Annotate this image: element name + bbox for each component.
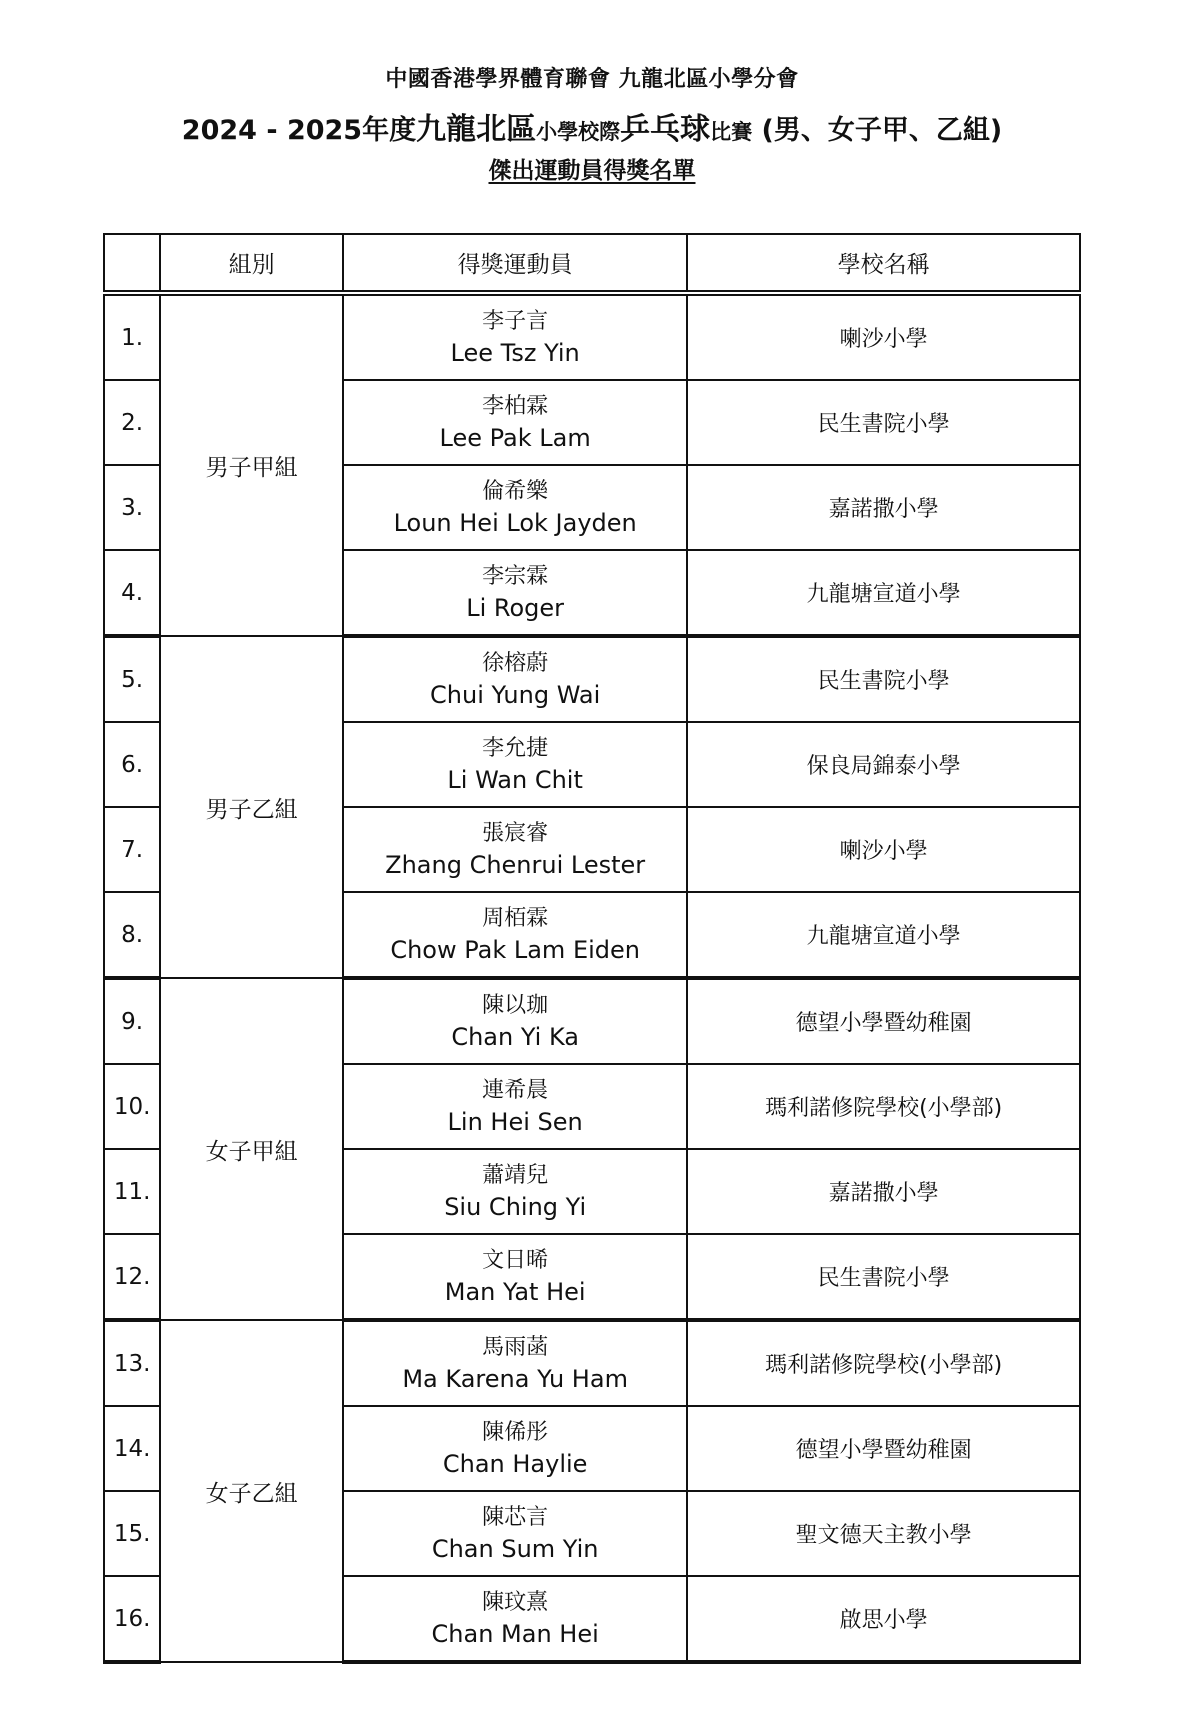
athlete-cell	[343, 892, 687, 978]
athlete-chinese-name: 徐榕蔚	[482, 650, 549, 676]
row-number: 13.	[104, 1320, 160, 1406]
athlete-cell	[343, 636, 687, 722]
school-name: 保良局錦泰小學	[687, 722, 1080, 807]
row-number: 1.	[104, 293, 160, 380]
athlete-english-name: Chan Sum Yin	[431, 1534, 599, 1563]
athlete-english-name: Lin Hei Sen	[447, 1107, 583, 1136]
athlete-cell	[343, 807, 687, 892]
athlete-chinese-name: 馬雨菡	[482, 1334, 549, 1360]
athlete-chinese-name: 李柏霖	[482, 393, 549, 419]
column-header-school: 學校名稱	[687, 234, 1080, 293]
athlete-english-name: Man Yat Hei	[444, 1277, 586, 1306]
athlete-cell	[343, 293, 687, 380]
row-number: 6.	[104, 722, 160, 807]
school-name: 民生書院小學	[687, 380, 1080, 465]
organizer-title: 中國香港學界體育聯會 九龍北區小學分會	[385, 67, 799, 92]
school-name: 瑪利諾修院學校(小學部)	[687, 1320, 1080, 1406]
athlete-cell	[343, 1149, 687, 1234]
column-header-group: 組別	[160, 234, 343, 293]
athlete-english-name: Lee Pak Lam	[439, 423, 591, 452]
athlete-cell	[343, 550, 687, 636]
divisions-text: (男、女子甲、乙組)	[752, 115, 1003, 146]
table-body	[104, 293, 1080, 1662]
athlete-chinese-name: 文日晞	[482, 1247, 549, 1273]
athlete-english-name: Chan Haylie	[442, 1449, 588, 1478]
athlete-chinese-name: 李宗霖	[482, 563, 549, 589]
athlete-chinese-name: 連希晨	[482, 1077, 549, 1103]
table-row	[104, 636, 1080, 722]
athlete-chinese-name: 周栢霖	[482, 905, 549, 931]
column-header-athlete: 得獎運動員	[343, 234, 687, 293]
row-number: 5.	[104, 636, 160, 722]
school-name: 嘉諾撒小學	[687, 1149, 1080, 1234]
group-name: 女子乙組	[160, 1320, 343, 1662]
region-name: 九龍北區	[416, 112, 537, 147]
school-name: 啟思小學	[687, 1576, 1080, 1662]
competition-suffix: 比賽	[710, 120, 753, 144]
row-number: 15.	[104, 1491, 160, 1576]
school-name: 喇沙小學	[687, 807, 1080, 892]
school-name: 嘉諾撒小學	[687, 465, 1080, 550]
competition-title	[0, 104, 1184, 148]
athlete-cell	[343, 380, 687, 465]
table-row	[104, 1320, 1080, 1406]
athlete-chinese-name: 李允捷	[482, 735, 549, 761]
school-name: 德望小學暨幼稚園	[687, 1406, 1080, 1491]
school-name: 聖文德天主教小學	[687, 1491, 1080, 1576]
sport-name: 乒乓球	[620, 112, 711, 147]
athlete-english-name: Ma Karena Yu Ham	[402, 1364, 628, 1393]
row-number: 4.	[104, 550, 160, 636]
athlete-chinese-name: 陳芯言	[482, 1504, 549, 1530]
school-name: 瑪利諾修院學校(小學部)	[687, 1064, 1080, 1149]
row-number: 2.	[104, 380, 160, 465]
athlete-cell	[343, 1491, 687, 1576]
athlete-chinese-name: 蕭靖兒	[482, 1162, 549, 1188]
athlete-cell	[343, 1576, 687, 1662]
athlete-cell	[343, 465, 687, 550]
list-title: 傑出運動員得獎名單	[488, 158, 696, 184]
group-name: 女子甲組	[160, 978, 343, 1320]
athlete-chinese-name: 陳以珈	[482, 992, 549, 1018]
table-row	[104, 293, 1080, 380]
athlete-cell	[343, 1320, 687, 1406]
school-name: 九龍塘宣道小學	[687, 892, 1080, 978]
athlete-cell	[343, 1064, 687, 1149]
competition-type: 小學校際	[536, 120, 621, 144]
athlete-cell	[343, 1406, 687, 1491]
table-header-row	[104, 234, 1080, 293]
group-name: 男子甲組	[160, 293, 343, 636]
row-number: 10.	[104, 1064, 160, 1149]
athlete-cell	[343, 1234, 687, 1320]
school-name: 喇沙小學	[687, 293, 1080, 380]
season-year: 2024 - 2025年度	[181, 115, 417, 146]
athlete-english-name: Zhang Chenrui Lester	[385, 850, 646, 879]
athlete-english-name: Chan Man Hei	[431, 1619, 599, 1648]
athlete-english-name: Loun Hei Lok Jayden	[393, 508, 637, 537]
athlete-chinese-name: 張宸睿	[482, 820, 549, 846]
row-number: 11.	[104, 1149, 160, 1234]
group-name: 男子乙組	[160, 636, 343, 978]
row-number: 8.	[104, 892, 160, 978]
school-name: 民生書院小學	[687, 1234, 1080, 1320]
row-number: 12.	[104, 1234, 160, 1320]
athlete-cell	[343, 978, 687, 1064]
athlete-cell	[343, 722, 687, 807]
row-number: 3.	[104, 465, 160, 550]
school-name: 九龍塘宣道小學	[687, 550, 1080, 636]
athlete-english-name: Chow Pak Lam Eiden	[390, 935, 640, 964]
school-name: 民生書院小學	[687, 636, 1080, 722]
athlete-chinese-name: 倫希樂	[482, 478, 549, 504]
row-number: 7.	[104, 807, 160, 892]
athlete-english-name: Li Wan Chit	[447, 765, 583, 794]
table-row	[104, 978, 1080, 1064]
column-header-number	[104, 234, 160, 293]
school-name: 德望小學暨幼稚園	[687, 978, 1080, 1064]
athlete-english-name: Chui Yung Wai	[430, 680, 601, 709]
athlete-english-name: Siu Ching Yi	[444, 1192, 587, 1221]
row-number: 14.	[104, 1406, 160, 1491]
row-number: 9.	[104, 978, 160, 1064]
awards-table	[103, 233, 1081, 1664]
athlete-chinese-name: 陳俙彤	[482, 1419, 549, 1445]
row-number: 16.	[104, 1576, 160, 1662]
athlete-english-name: Chan Yi Ka	[451, 1022, 579, 1051]
athlete-english-name: Li Roger	[466, 593, 565, 622]
athlete-chinese-name: 李子言	[482, 308, 549, 334]
athlete-english-name: Lee Tsz Yin	[450, 338, 580, 367]
athlete-chinese-name: 陳玟熹	[482, 1589, 549, 1615]
